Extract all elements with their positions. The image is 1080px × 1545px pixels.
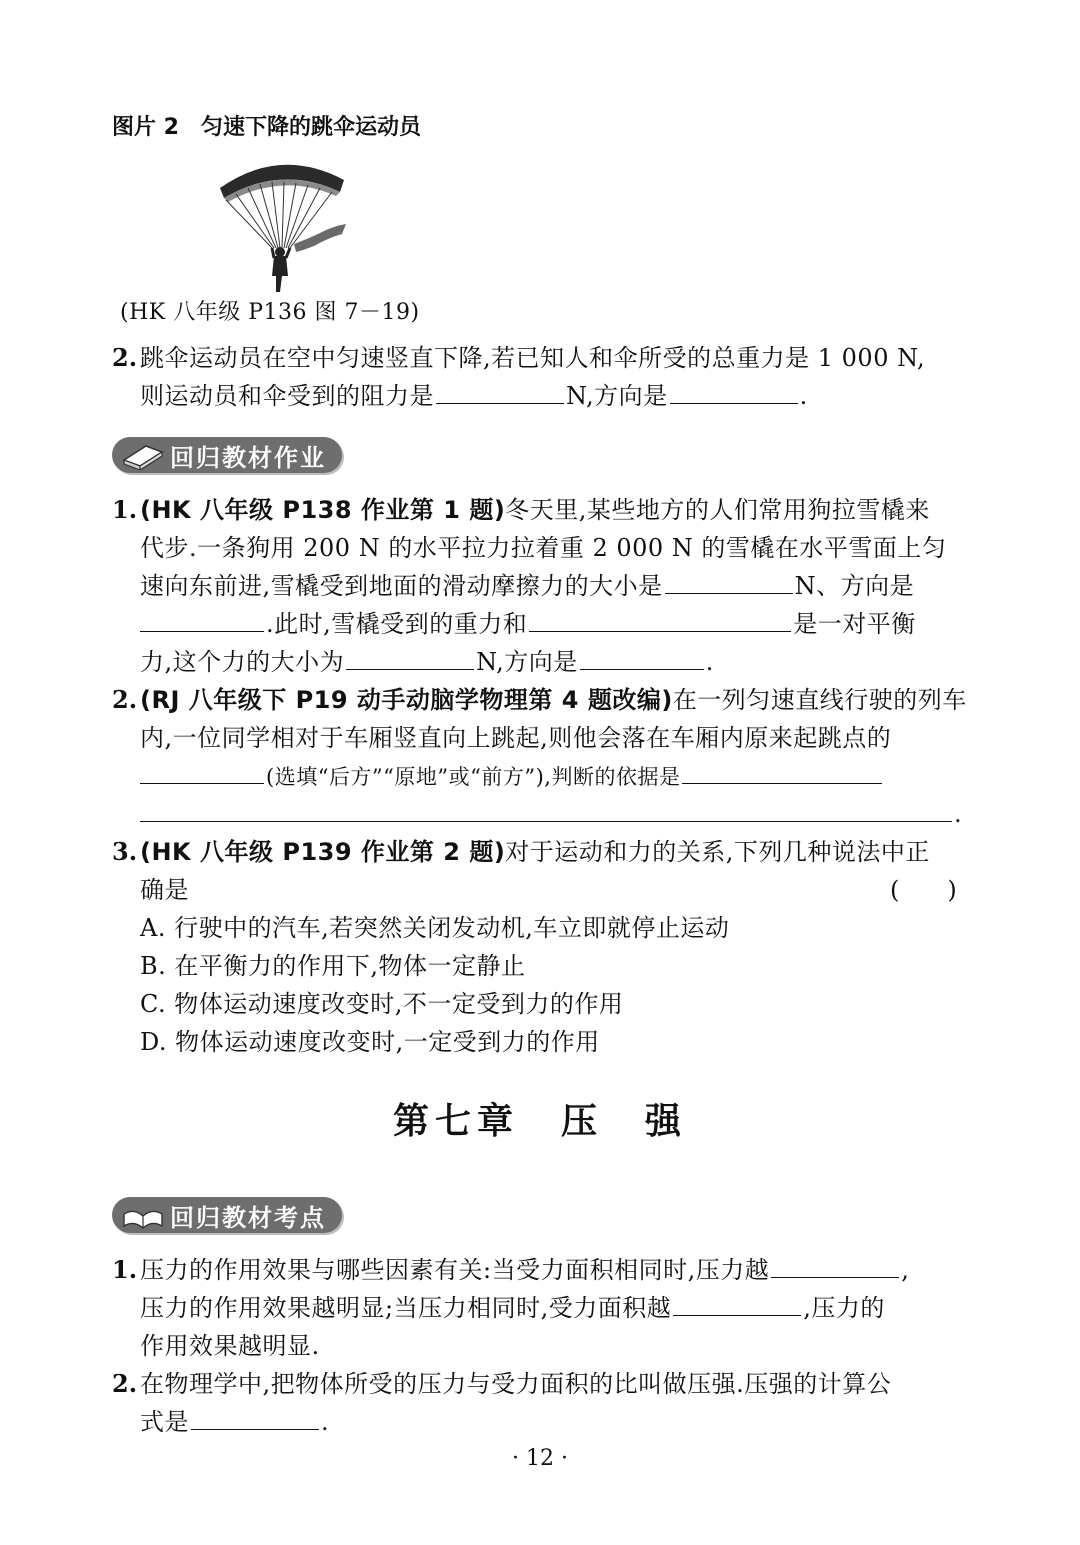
question-text: N,方向是 (566, 382, 668, 410)
answer-blank[interactable] (771, 1251, 899, 1278)
question-number: 2. (112, 685, 138, 714)
question-line (140, 757, 884, 796)
question-text: 速向东前进,雪橇受到地面的滑动摩擦力的大小是 (140, 572, 663, 600)
question-line (140, 1251, 909, 1289)
question-number: 3. (112, 837, 138, 866)
open-book-icon (120, 1200, 166, 1230)
book-icon (120, 440, 166, 470)
question-line (140, 605, 916, 643)
question-line (140, 567, 914, 605)
question-line (140, 377, 808, 415)
answer-blank[interactable] (580, 643, 704, 670)
question-text: . (799, 382, 808, 410)
question-text: 则运动员和伞受到的阻力是 (140, 382, 434, 410)
question-text: 内,一位同学相对于车厢竖直向上跳起,则他会落在车厢内原来起跳点的 (140, 724, 892, 752)
question-text: 跳伞运动员在空中匀速竖直下降,若已知人和伞所受的总重力是 1 000 N, (140, 344, 926, 372)
answer-blank[interactable] (682, 757, 882, 784)
parachutist-illustration (210, 152, 360, 300)
question-text: 对于运动和力的关系,下列几种说法中正 (505, 838, 930, 866)
option-c: C. 物体运动速度改变时,不一定受到力的作用 (140, 990, 624, 1018)
answer-blank[interactable] (346, 643, 474, 670)
section-title: 回归教材作业 (112, 437, 342, 473)
answer-blank[interactable] (140, 605, 264, 632)
question-text: 是一对平衡 (793, 610, 916, 638)
question-line (140, 643, 714, 681)
question-text: 代步.一条狗用 200 N 的水平拉力拉着重 2 000 N 的雪橇在水平雪面上匀 (140, 534, 947, 562)
question-line (140, 795, 962, 833)
answer-blank[interactable] (665, 567, 793, 594)
question-text: , (901, 1256, 910, 1284)
option-b: B. 在平衡力的作用下,物体一定静止 (140, 952, 526, 980)
answer-blank[interactable] (140, 795, 952, 822)
answer-blank[interactable] (670, 377, 798, 404)
question-text: 在一列匀速直线行驶的列车 (672, 686, 967, 714)
question-number: 1. (112, 495, 138, 524)
question-ref: (RJ 八年级下 P19 动手动脑学物理第 4 题改编) (140, 686, 673, 714)
question-text: 力,这个力的大小为 (140, 648, 345, 676)
question-line (140, 681, 967, 719)
question-text: 在物理学中,把物体所受的压力与受力面积的比叫做压强.压强的计算公 (140, 1370, 892, 1398)
question-text: (选填“后方”“原地”或“前方”),判断的依据是 (266, 765, 681, 789)
question-text: 式是 (140, 1408, 189, 1436)
answer-paren[interactable]: ( ) (890, 876, 957, 904)
question-line (140, 491, 930, 529)
answer-blank[interactable] (673, 1289, 801, 1316)
question-line (140, 833, 930, 871)
question-number: 1. (112, 1255, 138, 1284)
option-a: A. 行驶中的汽车,若突然关闭发动机,车立即就停止运动 (140, 914, 730, 942)
question-text: ,压力的 (803, 1294, 885, 1322)
question-ref: (HK 八年级 P138 作业第 1 题) (140, 496, 506, 524)
question-line (140, 1403, 329, 1441)
page-number: · 12 · (512, 1446, 568, 1471)
question-text: . (321, 1408, 330, 1436)
answer-blank[interactable] (191, 1403, 319, 1430)
figure-source: (HK 八年级 P136 图 7－19) (120, 300, 420, 325)
answer-blank[interactable] (140, 757, 264, 784)
question-text: . (705, 648, 714, 676)
figure-caption: 图片 2 匀速下降的跳伞运动员 (112, 115, 421, 140)
question-text: 冬天里,某些地方的人们常用狗拉雪橇来 (505, 496, 930, 524)
question-number: 2. (112, 343, 138, 372)
chapter-title: 第七章 压 强 (392, 1101, 687, 1142)
question-number: 2. (112, 1369, 138, 1398)
answer-blank[interactable] (436, 377, 564, 404)
question-text: 压力的作用效果与哪些因素有关:当受力面积相同时,压力越 (140, 1256, 770, 1284)
question-text: 压力的作用效果越明显;当压力相同时,受力面积越 (140, 1294, 672, 1322)
question-text: N、方向是 (794, 572, 915, 600)
question-ref: (HK 八年级 P139 作业第 2 题) (140, 838, 506, 866)
answer-blank[interactable] (529, 605, 791, 632)
option-d: D. 物体运动速度改变时,一定受到力的作用 (140, 1028, 600, 1056)
question-text: N,方向是 (476, 648, 578, 676)
question-text: .此时,雪橇受到的重力和 (266, 610, 528, 638)
section-title: 回归教材考点 (112, 1197, 342, 1233)
question-text: 确是 (140, 876, 189, 904)
section-badge (112, 1196, 342, 1234)
question-text: 作用效果越明显. (140, 1332, 320, 1360)
section-badge (112, 436, 342, 474)
question-line (140, 1289, 885, 1327)
question-text: . (954, 800, 963, 828)
